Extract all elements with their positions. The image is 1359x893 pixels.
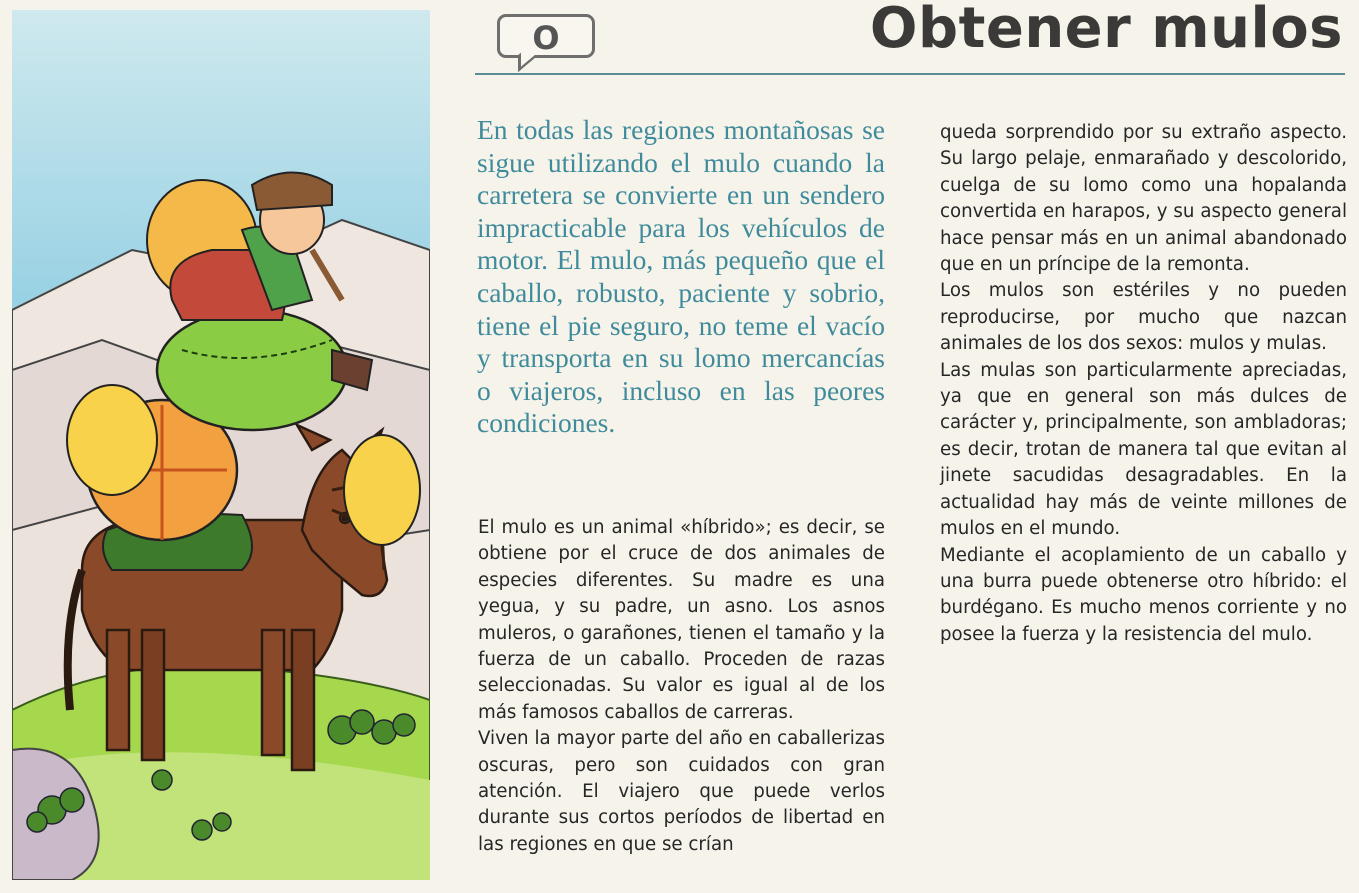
letter-badge	[497, 14, 595, 58]
illustration-mule-with-rider	[12, 10, 430, 880]
page-title: Obtener mulos	[869, 0, 1343, 61]
body-column-2	[940, 120, 1347, 648]
cargo-bag-yellow-right	[344, 435, 420, 545]
paragraph-sterile: Los mulos son estériles y no pueden reproducirse, por mucho que nazcan animales de los dos sexos: mulos y mulas.	[940, 280, 1347, 355]
paragraph-mulas: Las mulas son particularmente apreciadas, ya que en general son más dulces de carácter y, principalmente, son ambladoras; es decir, trotan de manera tal que evitan al jinete sacudidas desagradables. En la actualidad hay más de veinte millones de mulos en el mundo.	[940, 359, 1347, 540]
cargo-bag-yellow-left	[67, 385, 157, 495]
intro-paragraph: En todas las regiones montañosas se sigue utilizando el mulo cuando la carretera se convierte en un sendero impracticable para los vehículos de motor. El mulo, más pequeño que el caballo, robusto, paciente y sobrio, tiene el pie seguro, no teme el vacío y transporta en su lomo mercancías o viajeros, incluso en las peores condiciones.	[477, 114, 885, 439]
paragraph-stables: Viven la mayor parte del año en caballerizas oscuras, pero son cuidados con gran atención. El viajero que puede verlos durante sus cortos períodos de libertad en las regiones en que se crían	[478, 728, 885, 855]
section-letter: O	[532, 19, 560, 57]
paragraph-hybrid: El mulo es un animal «híbrido»; es decir, se obtiene por el cruce de dos animales de especies diferentes. Su madre es una yegua, y su padre, un asno. Los asnos muleros, o garañones, tienen el tamaño y la fuerza de un caballo. Proceden de razas seleccionadas. Su valor es igual al de los más famosos caballos de carreras.	[478, 517, 885, 723]
body-column-1	[478, 515, 885, 858]
cargo-bag-green	[157, 310, 347, 430]
paragraph-appearance: queda sorprendido por su extraño aspecto. Su largo pelaje, enmarañado y descolorido, cuelga de su lomo como una hopalanda convertida en harapos, y su aspecto general hace pensar más en un animal abandonado que en un príncipe de la remonta.	[940, 122, 1347, 276]
title-rule	[475, 73, 1345, 75]
paragraph-burdegano: Mediante el acoplamiento de un caballo y una burra puede obtenerse otro híbrido: el burdégano. Es mucho menos corriente y no posee la fuerza y la resistencia del mulo.	[940, 544, 1347, 645]
